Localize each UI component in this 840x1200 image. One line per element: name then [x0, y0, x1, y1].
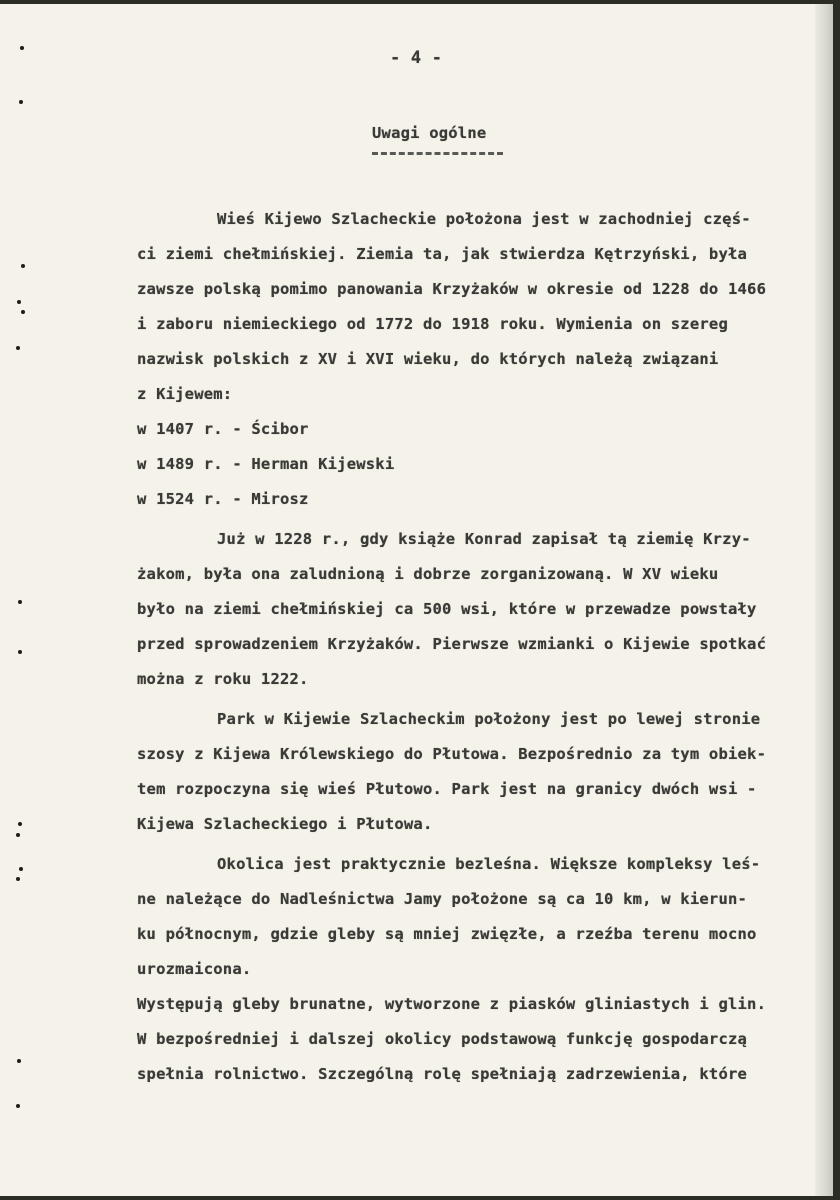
text-line: Już w 1228 r., gdy książe Konrad zapisał tą ziemię Krzy-: [217, 530, 751, 548]
punch-hole-mark: [18, 600, 22, 604]
document-page: [0, 4, 833, 1196]
list-item: w 1489 r. - Herman Kijewski: [137, 455, 395, 473]
text-line: żakom, była ona zaludnioną i dobrze zorganizowaną. W XV wieku: [137, 565, 719, 583]
text-line: ku północnym, gdzie gleby są mniej zwięzłe, a rzeźba terenu mocno: [137, 925, 757, 943]
punch-hole-mark: [16, 833, 20, 837]
punch-hole-mark: [18, 650, 22, 654]
text-line: i zaboru niemieckiego od 1772 do 1918 roku. Wymienia on szereg: [137, 315, 728, 333]
page-number: - 4 -: [390, 48, 443, 68]
text-line: spełnia rolnictwo. Szczególną rolę spełniają zadrzewienia, które: [137, 1065, 748, 1083]
text-line: urozmaicona.: [137, 960, 252, 978]
punch-hole-mark: [16, 1104, 20, 1108]
text-line: Występują gleby brunatne, wytworzone z piasków gliniastych i glin.: [137, 995, 767, 1013]
heading-underline: [372, 152, 503, 155]
text-line: przed sprowadzeniem Krzyżaków. Pierwsze wzmianki o Kijewie spotkać: [137, 635, 767, 653]
text-line: Wieś Kijewo Szlacheckie położona jest w zachodniej częś-: [217, 210, 751, 228]
punch-hole-mark: [19, 867, 23, 871]
text-line: tem rozpoczyna się wieś Płutowo. Park jest na granicy dwóch wsi -: [137, 780, 757, 798]
text-line: W bezpośredniej i dalszej okolicy podstawową funkcję gospodarczą: [137, 1030, 748, 1048]
text-line: ci ziemi chełmińskiej. Ziemia ta, jak stwierdza Kętrzyński, była: [137, 245, 748, 263]
page-edge-shadow: [815, 4, 833, 1196]
text-line: zawsze polską pomimo panowania Krzyżaków w okresie od 1228 do 1466: [137, 280, 767, 298]
text-line: Okolica jest praktycznie bezleśna. Większe kompleksy leś-: [217, 855, 761, 873]
punch-hole-mark: [21, 310, 25, 314]
punch-hole-mark: [16, 877, 20, 881]
text-line: szosy z Kijewa Królewskiego do Płutowa. Bezpośrednio za tym obiek-: [137, 745, 767, 763]
text-line: Kijewa Szlacheckiego i Płutowa.: [137, 815, 433, 833]
text-line: było na ziemi chełmińskiej ca 500 wsi, które w przewadze powstały: [137, 600, 757, 618]
punch-hole-mark: [16, 346, 20, 350]
punch-hole-mark: [17, 300, 21, 304]
punch-hole-mark: [18, 822, 22, 826]
section-heading: Uwagi ogólne: [372, 124, 487, 142]
text-line: Park w Kijewie Szlacheckim położony jest po lewej stronie: [217, 710, 761, 728]
list-item: w 1524 r. - Mirosz: [137, 490, 309, 508]
punch-hole-mark: [20, 46, 24, 50]
list-item: w 1407 r. - Ścibor: [137, 420, 309, 438]
punch-hole-mark: [17, 1059, 21, 1063]
punch-hole-mark: [21, 264, 25, 268]
text-line: nazwisk polskich z XV i XVI wieku, do których należą związani: [137, 350, 719, 368]
punch-hole-mark: [19, 100, 23, 104]
text-line: ne należące do Nadleśnictwa Jamy położone są ca 10 km, w kierun-: [137, 890, 748, 908]
text-line: można z roku 1222.: [137, 670, 309, 688]
text-line: z Kijewem:: [137, 385, 233, 403]
